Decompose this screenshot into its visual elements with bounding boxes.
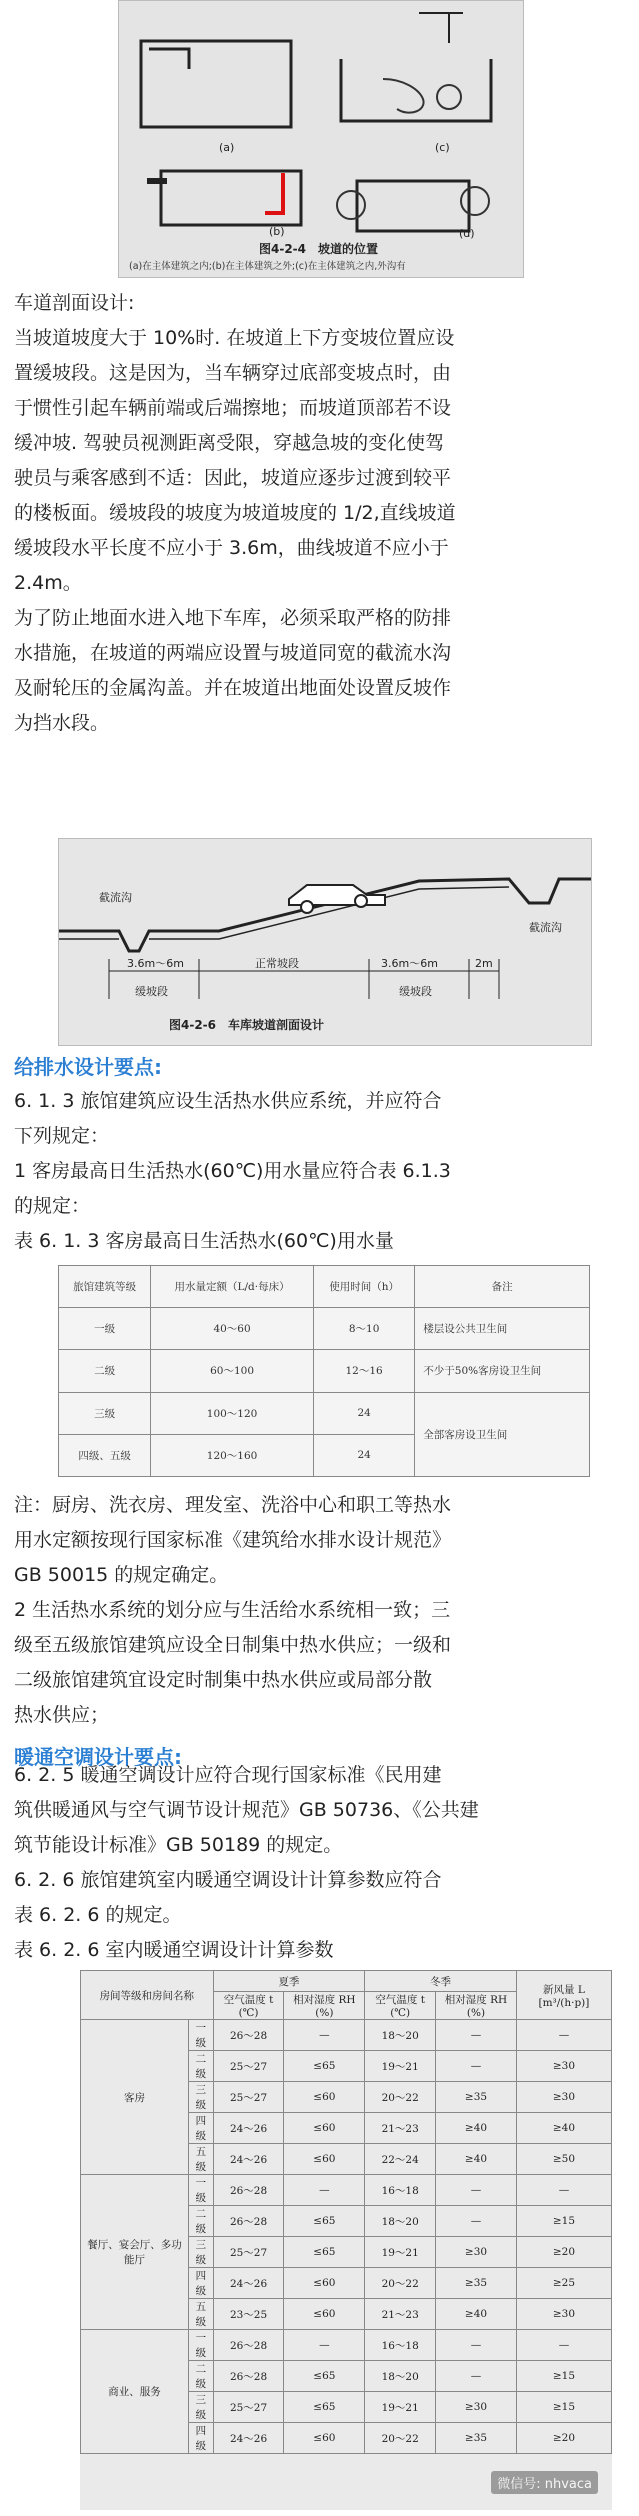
table-cell: 40～60: [151, 1308, 314, 1350]
table-header: 房间等级和房间名称: [81, 1971, 214, 2020]
table-cell: —: [436, 2361, 517, 2392]
table-row: [59, 1350, 590, 1392]
table-cell: ≥35: [436, 2423, 517, 2454]
table-cell: 四级: [189, 2113, 214, 2144]
ramp-para1-line: 缓冲坡. 驾驶员视测距离受限，穿越急坡的变化使驾: [14, 432, 445, 454]
table-cell: ≥20: [516, 2423, 611, 2454]
table-cell: ≥40: [436, 2113, 517, 2144]
table-cell: ≥30: [436, 2237, 517, 2268]
water-note-line: 热水供应；: [14, 1704, 110, 1726]
table-cell: 五级: [189, 2144, 214, 2175]
table-cell: ≥30: [516, 2082, 611, 2113]
table1-title: 表 6. 1. 3 客房最高日生活热水(60℃)用水量: [14, 1230, 394, 1252]
table-cell: 26～28: [213, 2020, 284, 2051]
table-cell: ≥40: [436, 2299, 517, 2330]
water-note-line: 级至五级旅馆建筑应设全日制集中热水供应；一级和: [14, 1634, 452, 1656]
table-cell: 24: [313, 1434, 414, 1476]
fig2-dim-left: 3.6m～6m: [127, 957, 184, 970]
table-header: 备注: [415, 1266, 590, 1308]
ramp-section-drawing: [59, 839, 591, 1045]
water-note-line: 注：厨房、洗衣房、理发室、洗浴中心和职工等热水: [14, 1494, 452, 1516]
table-cell: —: [516, 2330, 611, 2361]
table-cell: ≤60: [284, 2144, 365, 2175]
table2-title: 表 6. 2. 6 室内暖通空调设计计算参数: [14, 1939, 334, 1961]
table-row: [59, 1308, 590, 1350]
hot-water-table: [58, 1265, 590, 1477]
ramp-para2-line: 及耐轮压的金属沟盖。并在坡道出地面处设置反坡作: [14, 677, 452, 699]
table-cell: 一级: [189, 2330, 214, 2361]
table-cell: 25～27: [213, 2392, 284, 2423]
table-cell: 一级: [189, 2020, 214, 2051]
table-cell: —: [436, 2206, 517, 2237]
table-cell: ≥40: [516, 2113, 611, 2144]
table-row: [59, 1392, 590, 1434]
table-cell: 三级: [189, 2237, 214, 2268]
fig2-gentle-right: 缓坡段: [399, 985, 432, 998]
table-cell: 20～22: [365, 2268, 436, 2299]
ramp-para2-line: 为了防止地面水进入地下车库，必须采取严格的防排: [14, 607, 452, 629]
section-water-body: [14, 1084, 626, 1259]
table-header: 夏季: [213, 1971, 365, 1992]
table-cell: ≥15: [516, 2392, 611, 2423]
table-cell: 12～16: [313, 1350, 414, 1392]
table-cell: ≤65: [284, 2361, 365, 2392]
table-cell: ≥40: [436, 2144, 517, 2175]
table-cell: ≤60: [284, 2423, 365, 2454]
fig2-dim-right: 3.6m～6m: [381, 957, 438, 970]
table-cell: ≤65: [284, 2206, 365, 2237]
table-cell: ≥30: [516, 2299, 611, 2330]
table-cell: 18～20: [365, 2206, 436, 2237]
ramp-para1-line: 置缓坡段。这是因为，当车辆穿过底部变坡点时，由: [14, 362, 452, 384]
table-header: 新风量 L [m³/(h·p)]: [516, 1971, 611, 2020]
table-cell: ≥15: [516, 2361, 611, 2392]
table-cell: 100～120: [151, 1392, 314, 1434]
fig2-right-ditch-label: 截流沟: [529, 921, 562, 934]
figure1-subcaption: (a)在主体建筑之内;(b)在主体建筑之外;(c)在主体建筑之内,外沟有: [129, 261, 406, 272]
table-header: 空气温度 t (℃): [213, 1992, 284, 2020]
table-cell: —: [516, 2020, 611, 2051]
table-row: [59, 1266, 590, 1308]
table-row: [81, 2175, 612, 2206]
section-hvac-body: [14, 1758, 626, 1968]
section-water-notes: [14, 1488, 626, 1733]
table-cell: ≥15: [516, 2206, 611, 2237]
table-cell: —: [516, 2175, 611, 2206]
figure2-caption: 图4-2-6 车库坡道剖面设计: [169, 1018, 325, 1032]
table-cell: —: [436, 2175, 517, 2206]
table-cell: 20～22: [365, 2082, 436, 2113]
table-cell: 19～21: [365, 2237, 436, 2268]
hvac-line: 筑供暖通风与空气调节设计规范》GB 50736、《公共建: [14, 1799, 479, 1821]
ramp-position-drawing: [119, 1, 523, 277]
table-cell: —: [436, 2051, 517, 2082]
table-header: 使用时间（h）: [313, 1266, 414, 1308]
table-cell: ≥30: [516, 2051, 611, 2082]
table-cell: 四级: [189, 2423, 214, 2454]
section-hvac-title: 暖通空调设计要点:: [14, 1745, 182, 1769]
table-cell: 24～26: [213, 2423, 284, 2454]
table-cell: ≥25: [516, 2268, 611, 2299]
fig2-dim-mid: 正常坡段: [255, 957, 299, 970]
room-type-cell: 客房: [81, 2020, 189, 2175]
table-cell: 一级: [189, 2175, 214, 2206]
ramp-para2-line: 水措施，在坡道的两端应设置与坡道同宽的截流水沟: [14, 642, 452, 664]
table-cell: 三级: [189, 2082, 214, 2113]
table-cell: ≤65: [284, 2237, 365, 2268]
water-line: 下列规定：: [14, 1125, 110, 1147]
table-cell: 楼层设公共卫生间: [415, 1308, 590, 1350]
ramp-para1-line: 于惯性引起车辆前端或后端擦地；而坡道顶部若不设: [14, 397, 452, 419]
ramp-para1-line: 的楼板面。缓坡段的坡度为坡道坡度的 1/2,直线坡道: [14, 502, 456, 524]
table-cell: 25～27: [213, 2082, 284, 2113]
table-cell: —: [284, 2020, 365, 2051]
table-cell: 24: [313, 1392, 414, 1434]
table-cell: ≤65: [284, 2392, 365, 2423]
table-header: 用水量定额（L/d·每床）: [151, 1266, 314, 1308]
figure1-label-d: (d): [459, 227, 475, 240]
table-cell: 25～27: [213, 2237, 284, 2268]
figure1-caption: 图4-2-4 坡道的位置: [259, 242, 379, 256]
table-cell: —: [284, 2175, 365, 2206]
room-type-cell: 商业、服务: [81, 2330, 189, 2454]
table-cell: 18～20: [365, 2020, 436, 2051]
table-cell: 二级: [189, 2361, 214, 2392]
section-ramp-profile: [14, 286, 626, 741]
table-cell: —: [436, 2330, 517, 2361]
table-cell: 四级、五级: [59, 1434, 151, 1476]
table-cell: 25～27: [213, 2051, 284, 2082]
ramp-para1-line: 缓坡段水平长度不应小于 3.6m，曲线坡道不应小于: [14, 537, 449, 559]
table-cell: 26～28: [213, 2175, 284, 2206]
table-cell: 三级: [59, 1392, 151, 1434]
table-cell: 二级: [59, 1350, 151, 1392]
figure1-label-a: (a): [219, 141, 235, 154]
table-cell: 26～28: [213, 2206, 284, 2237]
table-header: 旅馆建筑等级: [59, 1266, 151, 1308]
table-row: [81, 2330, 612, 2361]
table-cell: 26～28: [213, 2361, 284, 2392]
water-line: 1 客房最高日生活热水(60℃)用水量应符合表 6.1.3: [14, 1160, 451, 1182]
fig2-left-ditch-label: 截流沟: [99, 891, 132, 904]
table-cell: 一级: [59, 1308, 151, 1350]
table-cell: ≥30: [436, 2392, 517, 2423]
table-cell: 24～26: [213, 2113, 284, 2144]
ramp-para2-line: 为挡水段。: [14, 712, 110, 734]
figure-ramp-positions: [118, 0, 524, 278]
water-note-line: 2 生活热水系统的划分应与生活给水系统相一致；三: [14, 1599, 451, 1621]
table-cell: 22～24: [365, 2144, 436, 2175]
hvac-line: 表 6. 2. 6 的规定。: [14, 1904, 182, 1926]
fig2-gentle-left: 缓坡段: [135, 985, 168, 998]
ramp-para1-line: 2.4m。: [14, 572, 82, 594]
figure-ramp-section: [58, 838, 592, 1046]
table-cell: 不少于50%客房设卫生间: [415, 1350, 590, 1392]
table-cell: 21～23: [365, 2299, 436, 2330]
table-cell: ≥20: [516, 2237, 611, 2268]
table-cell: ≤60: [284, 2113, 365, 2144]
room-type-cell: 餐厅、宴会厅、多功能厅: [81, 2175, 189, 2330]
table-cell: ≥35: [436, 2268, 517, 2299]
section-water-title: 给排水设计要点:: [14, 1055, 162, 1079]
table-cell: 18～20: [365, 2361, 436, 2392]
fig2-dim-end: 2m: [475, 957, 493, 970]
water-note-line: 用水定额按现行国家标准《建筑给水排水设计规范》: [14, 1529, 452, 1551]
table-cell: 二级: [189, 2206, 214, 2237]
section-ramp-profile-title: 车道剖面设计:: [14, 292, 135, 314]
table-cell: 20～22: [365, 2423, 436, 2454]
table-cell: 19～21: [365, 2392, 436, 2423]
table-cell: 四级: [189, 2268, 214, 2299]
hvac-line: 筑节能设计标准》GB 50189 的规定。: [14, 1834, 343, 1856]
water-line: 的规定：: [14, 1195, 91, 1217]
hvac-parameter-table: [80, 1970, 612, 2510]
table-cell: 全部客房设卫生间: [415, 1392, 590, 1476]
table-row: [81, 2020, 612, 2051]
hvac-line: 6. 2. 5 暖通空调设计应符合现行国家标准《民用建: [14, 1764, 442, 1786]
water-note-line: 二级旅馆建筑宜设定时制集中热水供应或局部分散: [14, 1669, 433, 1691]
table-cell: 二级: [189, 2051, 214, 2082]
table-header: 空气温度 t (℃): [365, 1992, 436, 2020]
table-cell: 24～26: [213, 2144, 284, 2175]
ramp-para1-line: 当坡道坡度大于 10%时. 在坡道上下方变坡位置应设: [14, 327, 455, 349]
table-cell: ≤60: [284, 2082, 365, 2113]
watermark: 微信号: nhvaca: [491, 2471, 598, 2494]
table-cell: ≥35: [436, 2082, 517, 2113]
table-header: 相对湿度 RH (%): [436, 1992, 517, 2020]
table-cell: 五级: [189, 2299, 214, 2330]
table-row: [81, 1971, 612, 1992]
table-cell: ≥50: [516, 2144, 611, 2175]
table-cell: 23～25: [213, 2299, 284, 2330]
table-cell: —: [284, 2330, 365, 2361]
water-note-line: GB 50015 的规定确定。: [14, 1564, 229, 1586]
table-cell: ≤65: [284, 2051, 365, 2082]
table-cell: 16～18: [365, 2175, 436, 2206]
table-header: 相对湿度 RH (%): [284, 1992, 365, 2020]
table-cell: ≤60: [284, 2299, 365, 2330]
water-line: 6. 1. 3 旅馆建筑应设生活热水供应系统，并应符合: [14, 1090, 442, 1112]
figure1-label-b: (b): [269, 225, 285, 238]
hvac-line: 6. 2. 6 旅馆建筑室内暖通空调设计计算参数应符合: [14, 1869, 442, 1891]
table-cell: 21～23: [365, 2113, 436, 2144]
figure1-label-c: (c): [435, 141, 450, 154]
table-cell: 8～10: [313, 1308, 414, 1350]
table-cell: 24～26: [213, 2268, 284, 2299]
table-header: 冬季: [365, 1971, 517, 1992]
ramp-para1-line: 驶员与乘客感到不适：因此，坡道应逐步过渡到较平: [14, 467, 452, 489]
table-cell: 120～160: [151, 1434, 314, 1476]
table-cell: 三级: [189, 2392, 214, 2423]
table-cell: —: [436, 2020, 517, 2051]
table-cell: 26～28: [213, 2330, 284, 2361]
table-cell: 16～18: [365, 2330, 436, 2361]
table-cell: ≤60: [284, 2268, 365, 2299]
table-cell: 60～100: [151, 1350, 314, 1392]
table-cell: 19～21: [365, 2051, 436, 2082]
